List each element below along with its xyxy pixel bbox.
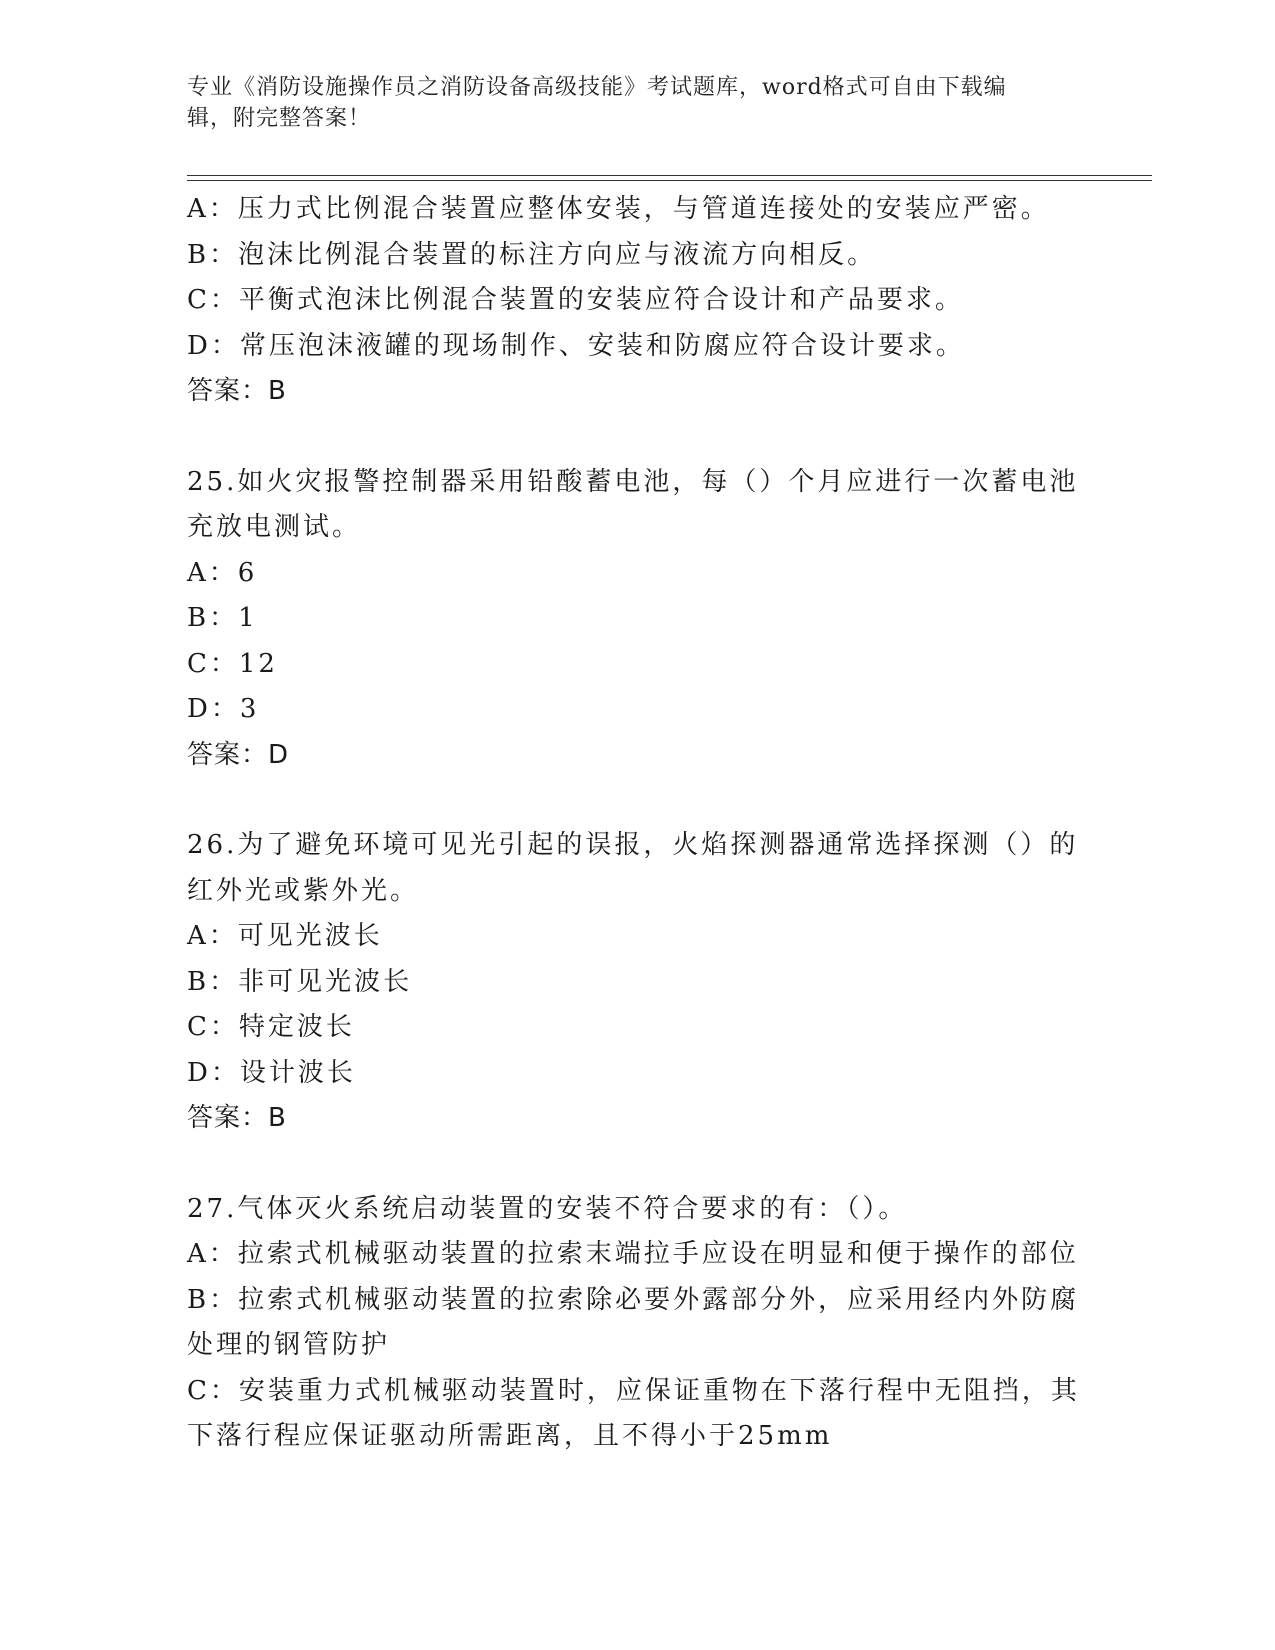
option-d: D：3 [187, 694, 260, 724]
question-text-line-2: 充放电测试。 [187, 512, 362, 542]
option-d: D：设计波长 [187, 1057, 356, 1088]
answer-line: 答案：B [187, 1103, 287, 1133]
divider-line-top [187, 175, 1152, 176]
option-b: B：1 [187, 603, 258, 633]
question-text-line-1: 25.如火灾报警控制器采用铅酸蓄电池，每（）个月应进行一次蓄电池 [187, 466, 1079, 497]
divider-line-bottom [187, 180, 1152, 181]
question-text-line-2: 红外光或紫外光。 [187, 875, 420, 906]
option-a: A：6 [187, 557, 258, 588]
option-d: D：常压泡沫液罐的现场制作、安装和防腐应符合设计要求。 [187, 330, 965, 361]
option-b: B：泡沫比例混合装置的标注方向应与液流方向相反。 [187, 239, 877, 270]
option-c: C：平衡式泡沫比例混合装置的安装应符合设计和产品要求。 [187, 285, 964, 315]
option-c: C：12 [187, 648, 278, 679]
question-27 [187, 1187, 1087, 1460]
option-c-line-1: C：安装重力式机械驱动装置时，应保证重物在下落行程中无阻挡，其 [187, 1375, 1080, 1406]
question-text-line-1: 26.为了避免环境可见光引起的误报，火焰探测器通常选择探测（）的 [187, 830, 1079, 860]
question-list [187, 187, 1087, 1460]
option-c: C：特定波长 [187, 1012, 355, 1042]
spacer [187, 1142, 1087, 1187]
question-25 [187, 460, 1087, 779]
document-header [187, 72, 1067, 134]
option-a: A：压力式比例混合装置应整体安装，与管道连接处的安装应严密。 [187, 194, 1050, 224]
option-b-line-2: 处理的钢管防护 [187, 1330, 391, 1360]
option-b: B：非可见光波长 [187, 966, 413, 997]
option-a: A：拉索式机械驱动装置的拉索末端拉手应设在明显和便于操作的部位 [187, 1239, 1079, 1269]
question-24-continued [187, 187, 1087, 415]
option-c-line-2: 下落行程应保证驱动所需距离，且不得小于25mm [187, 1421, 833, 1451]
option-a: A：可见光波长 [187, 921, 383, 951]
option-b-line-1: B：拉索式机械驱动装置的拉索除必要外露部分外，应采用经内外防腐 [187, 1284, 1080, 1315]
header-line-2: 辑，附完整答案！ [187, 106, 372, 131]
spacer [187, 415, 1087, 460]
question-text-line-1: 27.气体灭火系统启动装置的安装不符合要求的有：（）。 [187, 1193, 908, 1224]
header-line-1: 专业《消防设施操作员之消防设备高级技能》考试题库，word格式可自由下载编 [187, 75, 1007, 100]
answer-line: 答案：D [187, 739, 290, 770]
question-26 [187, 823, 1087, 1142]
answer-line: 答案：B [187, 376, 287, 406]
header-divider [187, 175, 1152, 181]
spacer [187, 778, 1087, 823]
